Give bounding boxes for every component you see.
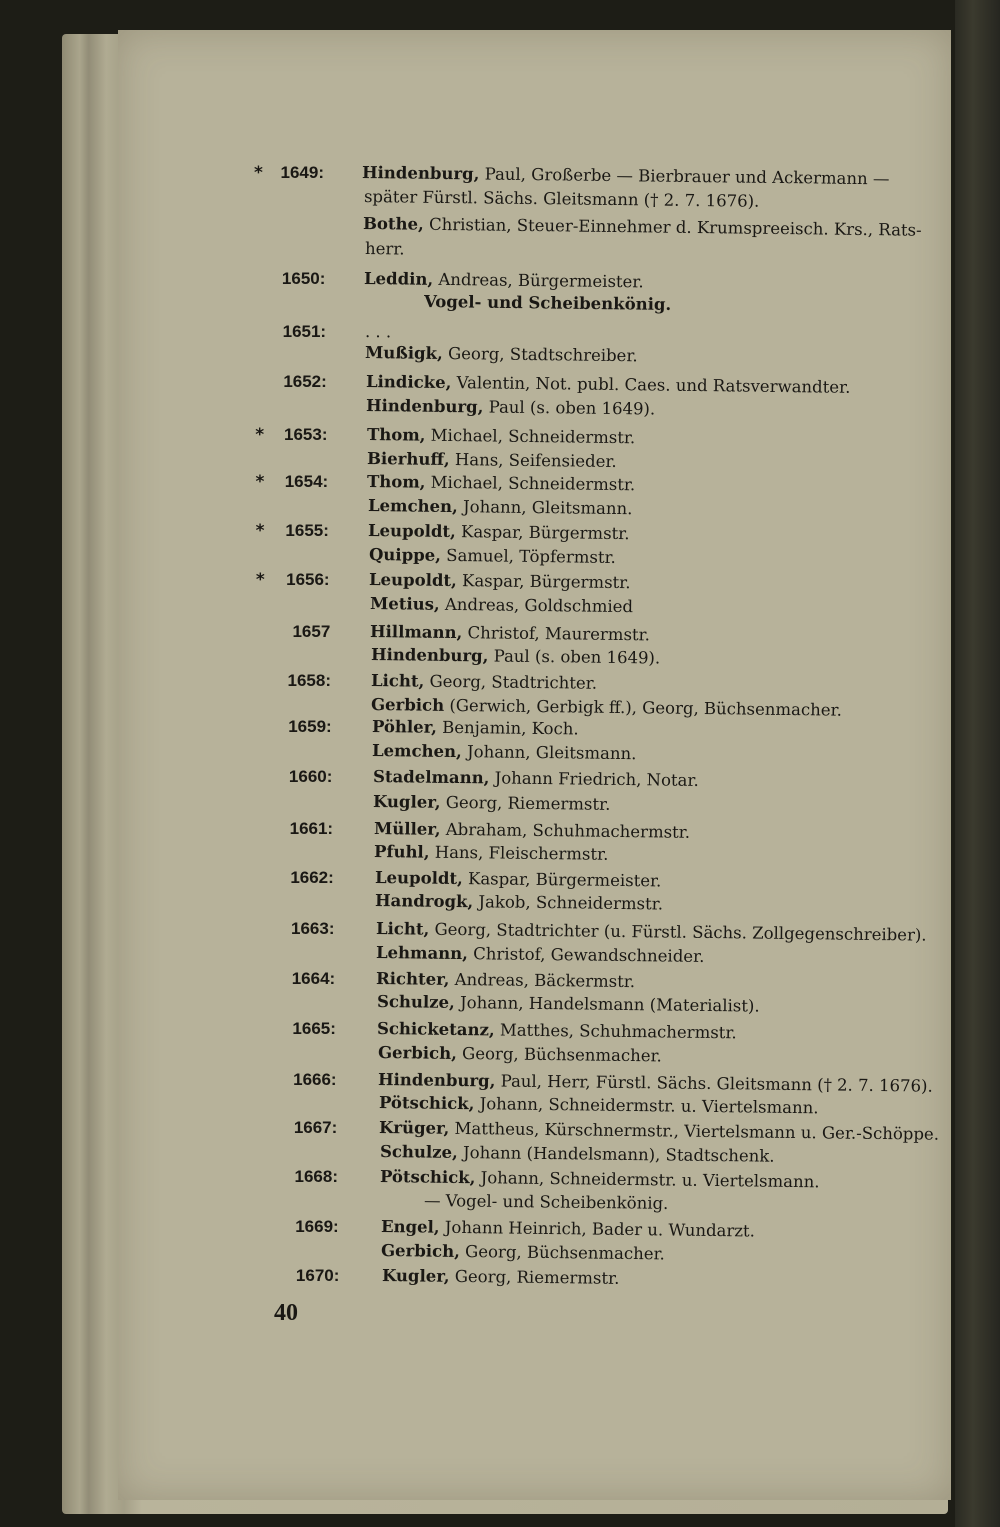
person-details: Johann Friedrich, Notar. bbox=[489, 768, 699, 790]
person-details: Johann, Gleitsmann. bbox=[457, 497, 633, 519]
person-details: Georg, Stadtrichter (u. Fürstl. Sächs. Zollgegenschreiber). bbox=[428, 919, 927, 945]
year-label: 1653: bbox=[284, 425, 328, 444]
person-details: Paul (s. oben 1649). bbox=[487, 646, 660, 668]
register-line bbox=[0, 341, 1000, 365]
person-details: Kaspar, Bürgermstr. bbox=[456, 571, 631, 593]
person-surname: Hindenburg, bbox=[378, 1070, 496, 1091]
person-details: Benjamin, Koch. bbox=[436, 717, 579, 739]
person-details: Christian, Steuer-Einnehmer d. Krumspreeisch. Krs., Rats- bbox=[423, 214, 922, 240]
person-details: . . . bbox=[364, 322, 392, 342]
register-line bbox=[0, 447, 1000, 471]
entry-text bbox=[368, 494, 633, 521]
year-label: 1665: bbox=[292, 1019, 336, 1038]
person-surname: Mußigk, bbox=[365, 343, 444, 363]
person-details: Paul, Herr, Fürstl. Sächs. Gleitsmann († 2. 7. 1676). bbox=[495, 1071, 934, 1096]
page-number: 40 bbox=[274, 1300, 298, 1326]
star-marker: * bbox=[254, 163, 263, 183]
entry-text bbox=[365, 237, 405, 261]
entry-text bbox=[378, 1041, 662, 1068]
entry-text bbox=[375, 889, 663, 916]
person-surname: Metius, bbox=[369, 594, 440, 614]
person-surname: Quippe, bbox=[368, 545, 441, 565]
register-line bbox=[0, 1116, 1000, 1144]
entry-text bbox=[370, 643, 659, 670]
person-surname: Lindicke, bbox=[365, 372, 452, 393]
register-line bbox=[0, 370, 1000, 397]
person-details: Johann, Schneidermstr. u. Viertelsmann. bbox=[473, 1094, 819, 1118]
register-line bbox=[0, 237, 1000, 261]
person-details: Andreas, Bäckermstr. bbox=[449, 969, 636, 992]
person-surname: Lehmann, bbox=[375, 943, 469, 964]
register-line bbox=[0, 1017, 1000, 1041]
person-surname: Handrogk, bbox=[374, 891, 474, 912]
entry-text bbox=[424, 290, 671, 317]
entry-text bbox=[365, 341, 638, 368]
register-line bbox=[0, 519, 1000, 543]
entry-text bbox=[364, 185, 760, 214]
register-line bbox=[0, 693, 1000, 720]
person-details: Kaspar, Bürgermstr. bbox=[455, 522, 630, 544]
star-marker: * bbox=[255, 472, 265, 492]
person-details: Georg, Büchsenmacher. bbox=[460, 1241, 666, 1264]
entry-text bbox=[381, 1239, 665, 1266]
person-surname: Engel, bbox=[380, 1217, 440, 1237]
register-line bbox=[0, 1091, 1000, 1118]
year-label: 1666: bbox=[293, 1070, 337, 1089]
register-line bbox=[0, 941, 1000, 965]
register-line bbox=[0, 739, 1000, 763]
person-details: (Gerwich, Gerbigk ff.), Georg, Büchsenmacher. bbox=[444, 695, 843, 720]
register-line bbox=[0, 212, 1000, 240]
person-surname: Lemchen, bbox=[367, 496, 458, 517]
register-line bbox=[0, 1165, 1000, 1192]
entry-text bbox=[376, 941, 705, 969]
person-surname: Thom, bbox=[366, 425, 426, 445]
person-surname: Pötschick, bbox=[378, 1093, 475, 1114]
person-surname: Richter, bbox=[376, 969, 450, 989]
person-details: Christof, Gewandschneider. bbox=[467, 944, 705, 966]
entry-text bbox=[372, 715, 579, 741]
person-surname: Gerbich bbox=[371, 695, 445, 715]
star-marker: * bbox=[255, 425, 265, 445]
person-details: Paul (s. oben 1649). bbox=[483, 397, 656, 419]
year-label: 1658: bbox=[287, 671, 331, 690]
register-line bbox=[0, 669, 1000, 693]
person-surname: Bothe, bbox=[362, 214, 424, 234]
person-surname: Schulze, bbox=[376, 992, 455, 1012]
person-surname: Kugler, bbox=[373, 792, 441, 812]
entry-text bbox=[373, 765, 699, 793]
star-marker: * bbox=[255, 570, 265, 590]
year-label: 1654: bbox=[284, 472, 329, 491]
register-line bbox=[0, 643, 1000, 667]
person-surname: Licht, bbox=[375, 919, 429, 939]
register-line bbox=[0, 543, 1000, 567]
person-details: Georg, Stadtschreiber. bbox=[442, 343, 638, 366]
person-details: Andreas, Goldschmied bbox=[439, 594, 633, 617]
register-line bbox=[0, 817, 1000, 841]
person-surname: Licht, bbox=[370, 671, 425, 691]
person-details: Jakob, Schneidermstr. bbox=[473, 892, 664, 914]
person-surname: Kugler, bbox=[381, 1266, 450, 1286]
register-line bbox=[0, 1041, 1000, 1065]
person-details: Georg, Büchsenmacher. bbox=[456, 1043, 662, 1066]
person-surname: Krüger, bbox=[378, 1118, 450, 1138]
register-line bbox=[0, 161, 1000, 189]
person-details: Valentin, Not. publ. Caes. und Ratsverwandter. bbox=[450, 373, 851, 397]
person-surname: Leupoldt, bbox=[374, 868, 463, 889]
person-details: Michael, Schneidermstr. bbox=[424, 425, 635, 448]
person-details: Georg, Riemermstr. bbox=[440, 792, 611, 814]
entry-text bbox=[369, 543, 616, 570]
register-line bbox=[0, 715, 1000, 739]
person-surname: Hindenburg, bbox=[365, 396, 484, 417]
register-line bbox=[0, 1189, 1000, 1213]
entry-text bbox=[369, 592, 632, 619]
person-surname: Gerbich, bbox=[381, 1241, 461, 1261]
register-line bbox=[0, 185, 1000, 209]
person-details: Andreas, Bürgermeister. bbox=[432, 269, 644, 292]
register-line bbox=[0, 967, 1000, 991]
register-line bbox=[0, 866, 1000, 890]
entry-text bbox=[424, 1189, 669, 1216]
register-line bbox=[0, 494, 1000, 518]
person-details: Johann (Handelsmann), Stadtschenk. bbox=[457, 1142, 775, 1166]
register-line bbox=[0, 917, 1000, 945]
register-line bbox=[0, 568, 1000, 592]
person-details: Johann Heinrich, Bader u. Wundarzt. bbox=[439, 1217, 755, 1241]
year-label: 1667: bbox=[293, 1118, 338, 1137]
year-label: 1655: bbox=[285, 521, 329, 540]
person-surname: Hillmann, bbox=[369, 622, 463, 643]
entry-text bbox=[372, 739, 637, 766]
person-surname: Leupoldt, bbox=[368, 521, 457, 542]
year-label: 1662: bbox=[290, 868, 334, 887]
person-details: Mattheus, Kürschnermstr., Viertelsmann u. Ger.-Schöppe. bbox=[449, 1118, 940, 1144]
person-surname: Schulze, bbox=[379, 1142, 458, 1162]
year-label: 1668: bbox=[294, 1167, 338, 1186]
person-details: Matthes, Schuhmachermstr. bbox=[494, 1020, 738, 1043]
year-label: 1670: bbox=[295, 1266, 340, 1285]
register-line bbox=[0, 990, 1000, 1014]
person-surname: Müller, bbox=[373, 819, 441, 839]
year-label: 1651: bbox=[282, 322, 327, 341]
register-line bbox=[0, 1215, 1000, 1239]
person-surname: Leddin, bbox=[363, 269, 434, 289]
person-surname: Thom, bbox=[367, 472, 426, 492]
entry-text bbox=[371, 669, 597, 696]
person-surname: Leupoldt, bbox=[369, 570, 458, 591]
register-line bbox=[0, 1239, 1000, 1263]
person-surname: Pfuhl, bbox=[374, 842, 430, 862]
person-details: — Vogel- und Scheibenkönig. bbox=[424, 1191, 669, 1213]
year-label: 1657 bbox=[292, 622, 331, 641]
year-label: 1659: bbox=[288, 717, 332, 736]
person-details: Johann, Schneidermstr. u. Viertelsmann. bbox=[475, 1168, 820, 1192]
person-details: herr. bbox=[365, 239, 406, 259]
register-line bbox=[0, 790, 1000, 814]
person-details: Johann, Handelsmann (Materialist). bbox=[454, 992, 760, 1016]
register-line bbox=[0, 620, 1000, 644]
person-details: Georg, Riemermstr. bbox=[449, 1266, 620, 1288]
register-line bbox=[0, 267, 1000, 291]
person-surname: Hindenburg, bbox=[361, 163, 480, 184]
person-details: Abraham, Schuhmachermstr. bbox=[440, 819, 690, 842]
register-line bbox=[0, 1068, 1000, 1096]
register-line bbox=[0, 290, 1000, 314]
person-details: Georg, Stadtrichter. bbox=[424, 671, 598, 693]
person-surname: Schicketanz, bbox=[377, 1019, 496, 1040]
person-details: Paul, Großerbe — Bierbrauer und Ackermann — bbox=[479, 164, 890, 189]
year-label: 1652: bbox=[283, 372, 327, 391]
person-details: Kaspar, Bürgermeister. bbox=[462, 869, 662, 891]
star-marker: * bbox=[255, 521, 265, 541]
person-details: Michael, Schneidermstr. bbox=[425, 472, 636, 495]
entry-text bbox=[377, 990, 760, 1019]
register-line bbox=[0, 889, 1000, 913]
person-surname: Gerbich, bbox=[377, 1043, 457, 1063]
year-label: 1661: bbox=[289, 819, 334, 838]
register-line bbox=[0, 394, 1000, 418]
person-surname: Pötschick, bbox=[379, 1167, 476, 1188]
entry-text bbox=[366, 394, 655, 421]
person-surname: Pöhler, bbox=[371, 717, 437, 737]
year-label: 1660: bbox=[288, 767, 333, 786]
person-details: Samuel, Töpfermstr. bbox=[440, 545, 616, 567]
register-line bbox=[0, 592, 1000, 616]
year-label: 1649: bbox=[280, 163, 324, 182]
person-details: später Fürstl. Sächs. Gleitsmann († 2. 7. 1676). bbox=[364, 187, 760, 211]
register-line bbox=[0, 1264, 1000, 1288]
register-line bbox=[0, 470, 1000, 494]
year-label: 1650: bbox=[281, 269, 326, 288]
person-details: Hans, Seifensieder. bbox=[449, 449, 617, 471]
entry-text bbox=[373, 790, 611, 817]
person-surname: Lemchen, bbox=[372, 741, 463, 762]
section-heading: Vogel- und Scheibenkönig. bbox=[423, 292, 672, 314]
person-details: Hans, Fleischermstr. bbox=[429, 842, 609, 864]
register-line bbox=[0, 765, 1000, 789]
entry-text bbox=[374, 840, 609, 867]
year-label: 1664: bbox=[291, 969, 336, 988]
person-surname: Hindenburg, bbox=[370, 645, 489, 666]
person-details: Christof, Maurermstr. bbox=[462, 623, 651, 645]
entry-text bbox=[382, 1264, 620, 1291]
register-line bbox=[0, 1140, 1000, 1164]
year-label: 1663: bbox=[291, 919, 335, 938]
person-surname: Stadelmann, bbox=[372, 767, 490, 788]
register-line bbox=[0, 423, 1000, 447]
person-surname: Bierhuff, bbox=[366, 449, 450, 469]
year-label: 1669: bbox=[295, 1217, 339, 1236]
year-label: 1656: bbox=[286, 570, 330, 589]
register-line bbox=[0, 840, 1000, 864]
person-details: Johann, Gleitsmann. bbox=[462, 742, 637, 764]
